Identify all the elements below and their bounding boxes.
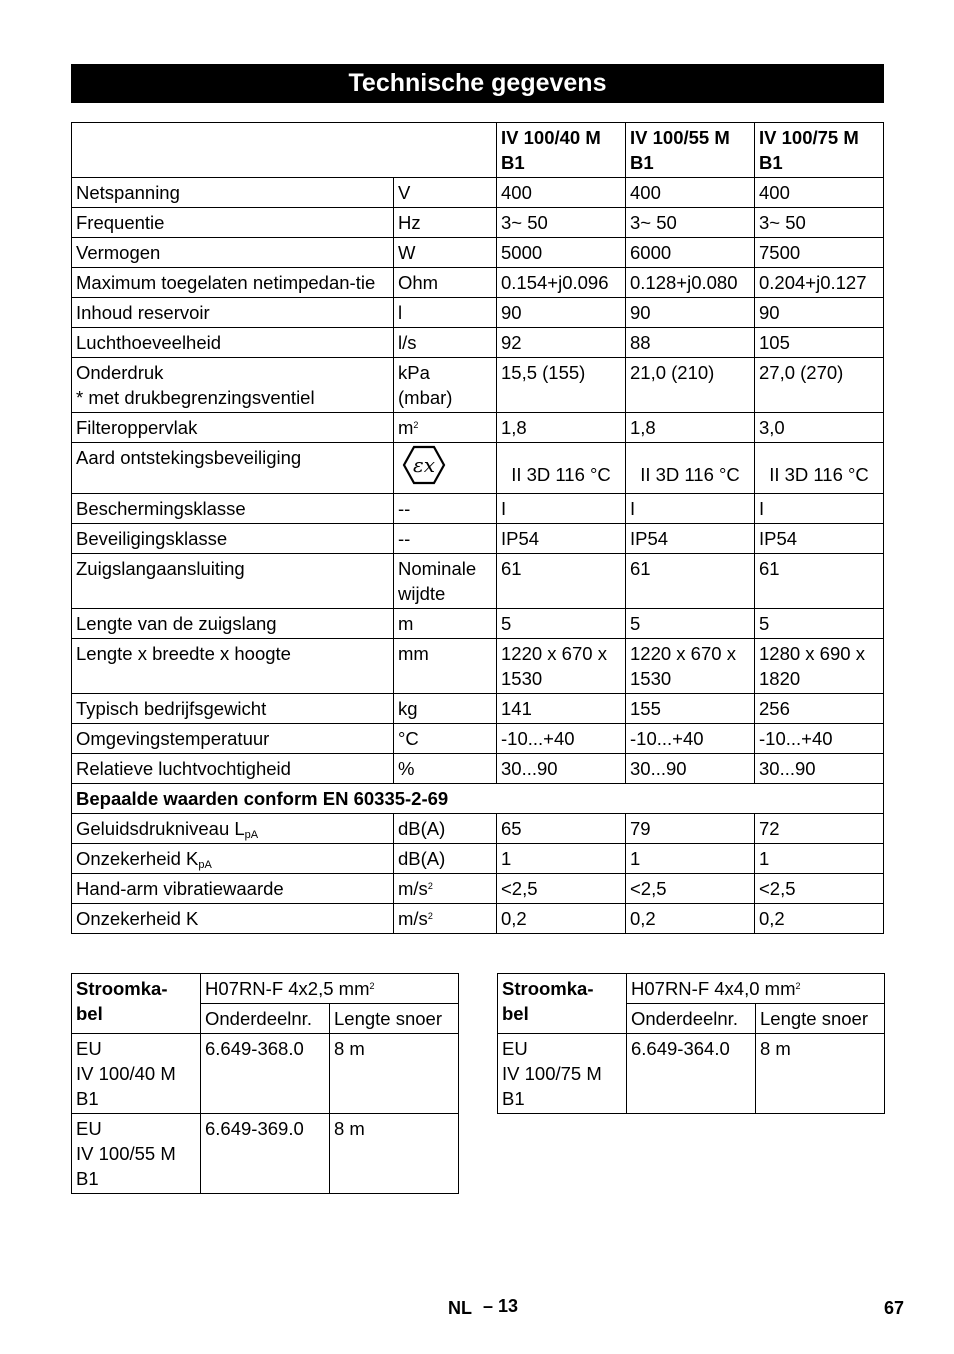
spec-value: IP54 <box>626 524 755 554</box>
spec-value: 0.204+j0.127 <box>755 268 884 298</box>
spec-row <box>72 238 884 268</box>
cable-type-sup: 2 <box>369 981 375 991</box>
spec-label: Beschermingsklasse <box>72 494 394 524</box>
cable-label-line: bel <box>502 1003 529 1024</box>
spec-value: 79 <box>626 814 755 844</box>
spec-value: 90 <box>626 298 755 328</box>
spec-label: Relatieve luchtvochtigheid <box>72 754 394 784</box>
ex-atex-icon <box>402 445 446 485</box>
spec-unit <box>394 904 497 934</box>
spec-value: 256 <box>755 694 884 724</box>
spec-value: 3~ 50 <box>497 208 626 238</box>
spec-value: 15,5 (155) <box>497 358 626 413</box>
spec-label: Filteroppervlak <box>72 413 394 443</box>
spec-value: 0,2 <box>755 904 884 934</box>
spec-unit: Nominale wijdte <box>394 554 497 609</box>
spec-unit: -- <box>394 524 497 554</box>
spec-unit: mm <box>394 639 497 694</box>
spec-value: 61 <box>755 554 884 609</box>
spec-value: IP54 <box>755 524 884 554</box>
section-heading-row <box>72 784 884 814</box>
model-cell <box>72 1034 201 1114</box>
spec-row <box>72 814 884 844</box>
spec-label: Zuigslangaansluiting <box>72 554 394 609</box>
spec-value: 5 <box>626 609 755 639</box>
cable-table-left <box>71 973 459 1194</box>
spec-label: Vermogen <box>72 238 394 268</box>
footer-language: NL <box>448 1298 472 1318</box>
model-header: IV 100/40 M B1 <box>497 123 626 178</box>
spec-value: II 3D 116 °C <box>755 443 884 494</box>
part-number: 6.649-369.0 <box>201 1114 330 1194</box>
spec-label: Omgevingstemperatuur <box>72 724 394 754</box>
spec-label: Hand-arm vibratiewaarde <box>72 874 394 904</box>
spec-label: Lengte van de zuigslang <box>72 609 394 639</box>
spec-unit-text: m/s <box>398 908 428 929</box>
spec-unit <box>394 874 497 904</box>
spec-value: 3,0 <box>755 413 884 443</box>
part-number: 6.649-364.0 <box>627 1034 756 1114</box>
spec-unit-line: (mbar) <box>398 387 453 408</box>
spec-row <box>72 208 884 238</box>
spec-value: IP54 <box>497 524 626 554</box>
cable-type-text: H07RN-F 4x4,0 mm <box>631 978 796 999</box>
spec-unit-line: kPa <box>398 362 430 383</box>
cable-label <box>498 974 627 1034</box>
spec-label-text: Geluidsdrukniveau L <box>76 818 245 839</box>
spec-value: -10...+40 <box>626 724 755 754</box>
spec-unit: Ohm <box>394 268 497 298</box>
spec-row <box>72 298 884 328</box>
spec-value: 72 <box>755 814 884 844</box>
cable-length: 8 m <box>330 1034 459 1114</box>
spec-value: 61 <box>497 554 626 609</box>
spec-label: Beveiligingsklasse <box>72 524 394 554</box>
spec-value: 21,0 (210) <box>626 358 755 413</box>
spec-label: Maximum toegelaten netimpedan-tie <box>72 268 394 298</box>
model-line: B1 <box>76 1088 99 1109</box>
spec-label: Typisch bedrijfsgewicht <box>72 694 394 724</box>
footer-page-number: 67 <box>884 1298 905 1318</box>
spec-value: -10...+40 <box>755 724 884 754</box>
spec-label-sub: pA <box>198 859 212 871</box>
spec-unit-text: m/s <box>398 878 428 899</box>
spec-value: 1,8 <box>626 413 755 443</box>
cable-label-line: Stroomka- <box>502 978 594 999</box>
cable-type <box>627 974 885 1004</box>
spec-value: 0.154+j0.096 <box>497 268 626 298</box>
spec-unit <box>394 358 497 413</box>
cable-length: 8 m <box>330 1114 459 1194</box>
header-empty-cell <box>72 123 497 178</box>
spec-row <box>72 874 884 904</box>
spec-label <box>72 844 394 874</box>
footer-section-page: – 13 <box>483 1296 519 1316</box>
model-header: IV 100/75 M B1 <box>755 123 884 178</box>
spec-unit <box>394 443 497 494</box>
model-line: IV 100/75 M <box>502 1063 602 1084</box>
spec-value: 3~ 50 <box>626 208 755 238</box>
cable-length: 8 m <box>756 1034 885 1114</box>
col-length-header: Lengte snoer <box>330 1004 459 1034</box>
model-line: B1 <box>76 1168 99 1189</box>
spec-unit: -- <box>394 494 497 524</box>
spec-value: I <box>755 494 884 524</box>
spec-value: 1220 x 670 x 1530 <box>626 639 755 694</box>
spec-label-sub: pA <box>244 829 259 841</box>
table-row <box>498 1034 885 1114</box>
spec-row <box>72 904 884 934</box>
spec-value: 141 <box>497 694 626 724</box>
model-line: B1 <box>502 1088 525 1109</box>
spec-label <box>72 814 394 844</box>
spec-row <box>72 554 884 609</box>
spec-value: 1,8 <box>497 413 626 443</box>
spec-value: 1280 x 690 x 1820 <box>755 639 884 694</box>
part-number: 6.649-368.0 <box>201 1034 330 1114</box>
spec-value: 5 <box>497 609 626 639</box>
cable-table-right <box>497 973 885 1114</box>
spec-value: 1220 x 670 x 1530 <box>497 639 626 694</box>
model-line: IV 100/55 M <box>76 1143 176 1164</box>
spec-row <box>72 639 884 694</box>
spec-label: Netspanning <box>72 178 394 208</box>
model-line: EU <box>76 1118 102 1139</box>
spec-row <box>72 754 884 784</box>
spec-value: 1 <box>497 844 626 874</box>
spec-unit: l <box>394 298 497 328</box>
table-row <box>72 1034 459 1114</box>
spec-value: 105 <box>755 328 884 358</box>
spec-value: II 3D 116 °C <box>497 443 626 494</box>
spec-label: Onzekerheid K <box>72 904 394 934</box>
spec-value: -10...+40 <box>497 724 626 754</box>
spec-value: 400 <box>497 178 626 208</box>
spec-label: Inhoud reservoir <box>72 298 394 328</box>
spec-row <box>72 724 884 754</box>
spec-value: I <box>626 494 755 524</box>
spec-value: 1 <box>755 844 884 874</box>
spec-label: Aard ontstekingsbeveiliging <box>72 443 394 494</box>
model-line: IV 100/40 M <box>76 1063 176 1084</box>
spec-value: 5000 <box>497 238 626 268</box>
col-length-header: Lengte snoer <box>756 1004 885 1034</box>
spec-unit: dB(A) <box>394 814 497 844</box>
spec-unit: W <box>394 238 497 268</box>
spec-row <box>72 358 884 413</box>
spec-value: 0,2 <box>497 904 626 934</box>
model-line: EU <box>502 1038 528 1059</box>
spec-value: 27,0 (270) <box>755 358 884 413</box>
spec-unit: Hz <box>394 208 497 238</box>
table-row <box>72 1114 459 1194</box>
cable-type-text: H07RN-F 4x2,5 mm <box>205 978 370 999</box>
spec-value: 7500 <box>755 238 884 268</box>
spec-label: Luchthoeveelheid <box>72 328 394 358</box>
spec-label: Frequentie <box>72 208 394 238</box>
spec-value: 61 <box>626 554 755 609</box>
spec-label-text: Onzekerheid K <box>76 848 199 869</box>
spec-value: 3~ 50 <box>755 208 884 238</box>
spec-row <box>72 694 884 724</box>
spec-value: I <box>497 494 626 524</box>
spec-label-line: * met drukbegrenzingsventiel <box>76 387 315 408</box>
spec-unit-sup: 2 <box>427 881 433 891</box>
spec-unit: °C <box>394 724 497 754</box>
spec-value: <2,5 <box>626 874 755 904</box>
spec-value: 400 <box>755 178 884 208</box>
spec-unit: % <box>394 754 497 784</box>
spec-value: 92 <box>497 328 626 358</box>
spec-unit-text: m <box>398 417 414 438</box>
spec-unit-sup: 2 <box>427 911 433 921</box>
cable-label-line: bel <box>76 1003 103 1024</box>
page-title: Technische gegevens <box>71 64 884 103</box>
spec-row <box>72 524 884 554</box>
spec-unit: kg <box>394 694 497 724</box>
spec-row <box>72 328 884 358</box>
spec-value: 65 <box>497 814 626 844</box>
spec-value: 30...90 <box>497 754 626 784</box>
spec-value: 30...90 <box>755 754 884 784</box>
spec-value: II 3D 116 °C <box>626 443 755 494</box>
spec-label: Lengte x breedte x hoogte <box>72 639 394 694</box>
spec-value: 6000 <box>626 238 755 268</box>
spec-value: 30...90 <box>626 754 755 784</box>
cable-label-line: Stroomka- <box>76 978 168 999</box>
spec-row <box>72 178 884 208</box>
spec-table <box>71 122 884 934</box>
model-cell <box>72 1114 201 1194</box>
spec-row <box>72 609 884 639</box>
spec-value: 0,2 <box>626 904 755 934</box>
spec-value: <2,5 <box>755 874 884 904</box>
spec-value: 1 <box>626 844 755 874</box>
spec-row <box>72 413 884 443</box>
section-heading: Bepaalde waarden conform EN 60335-2-69 <box>72 784 884 814</box>
model-line: EU <box>76 1038 102 1059</box>
model-header: IV 100/55 M B1 <box>626 123 755 178</box>
spec-row <box>72 268 884 298</box>
spec-value: 400 <box>626 178 755 208</box>
spec-label <box>72 358 394 413</box>
spec-unit: V <box>394 178 497 208</box>
spec-unit: dB(A) <box>394 844 497 874</box>
spec-unit <box>394 413 497 443</box>
spec-value: <2,5 <box>497 874 626 904</box>
spec-value: 5 <box>755 609 884 639</box>
spec-unit-sup: 2 <box>413 420 419 430</box>
spec-row <box>72 844 884 874</box>
spec-value: 88 <box>626 328 755 358</box>
spec-label-line: Onderdruk <box>76 362 164 383</box>
spec-unit: l/s <box>394 328 497 358</box>
spec-unit: m <box>394 609 497 639</box>
spec-value: 90 <box>755 298 884 328</box>
spec-row <box>72 494 884 524</box>
spec-value: 155 <box>626 694 755 724</box>
cable-label <box>72 974 201 1034</box>
svg-text:εx: εx <box>412 453 436 477</box>
spec-row <box>72 443 884 494</box>
spec-header-row <box>72 123 884 178</box>
model-cell <box>498 1034 627 1114</box>
cable-type <box>201 974 459 1004</box>
cable-type-sup: 2 <box>795 981 801 991</box>
col-part-header: Onderdeelnr. <box>201 1004 330 1034</box>
col-part-header: Onderdeelnr. <box>627 1004 756 1034</box>
spec-value: 0.128+j0.080 <box>626 268 755 298</box>
spec-value: 90 <box>497 298 626 328</box>
